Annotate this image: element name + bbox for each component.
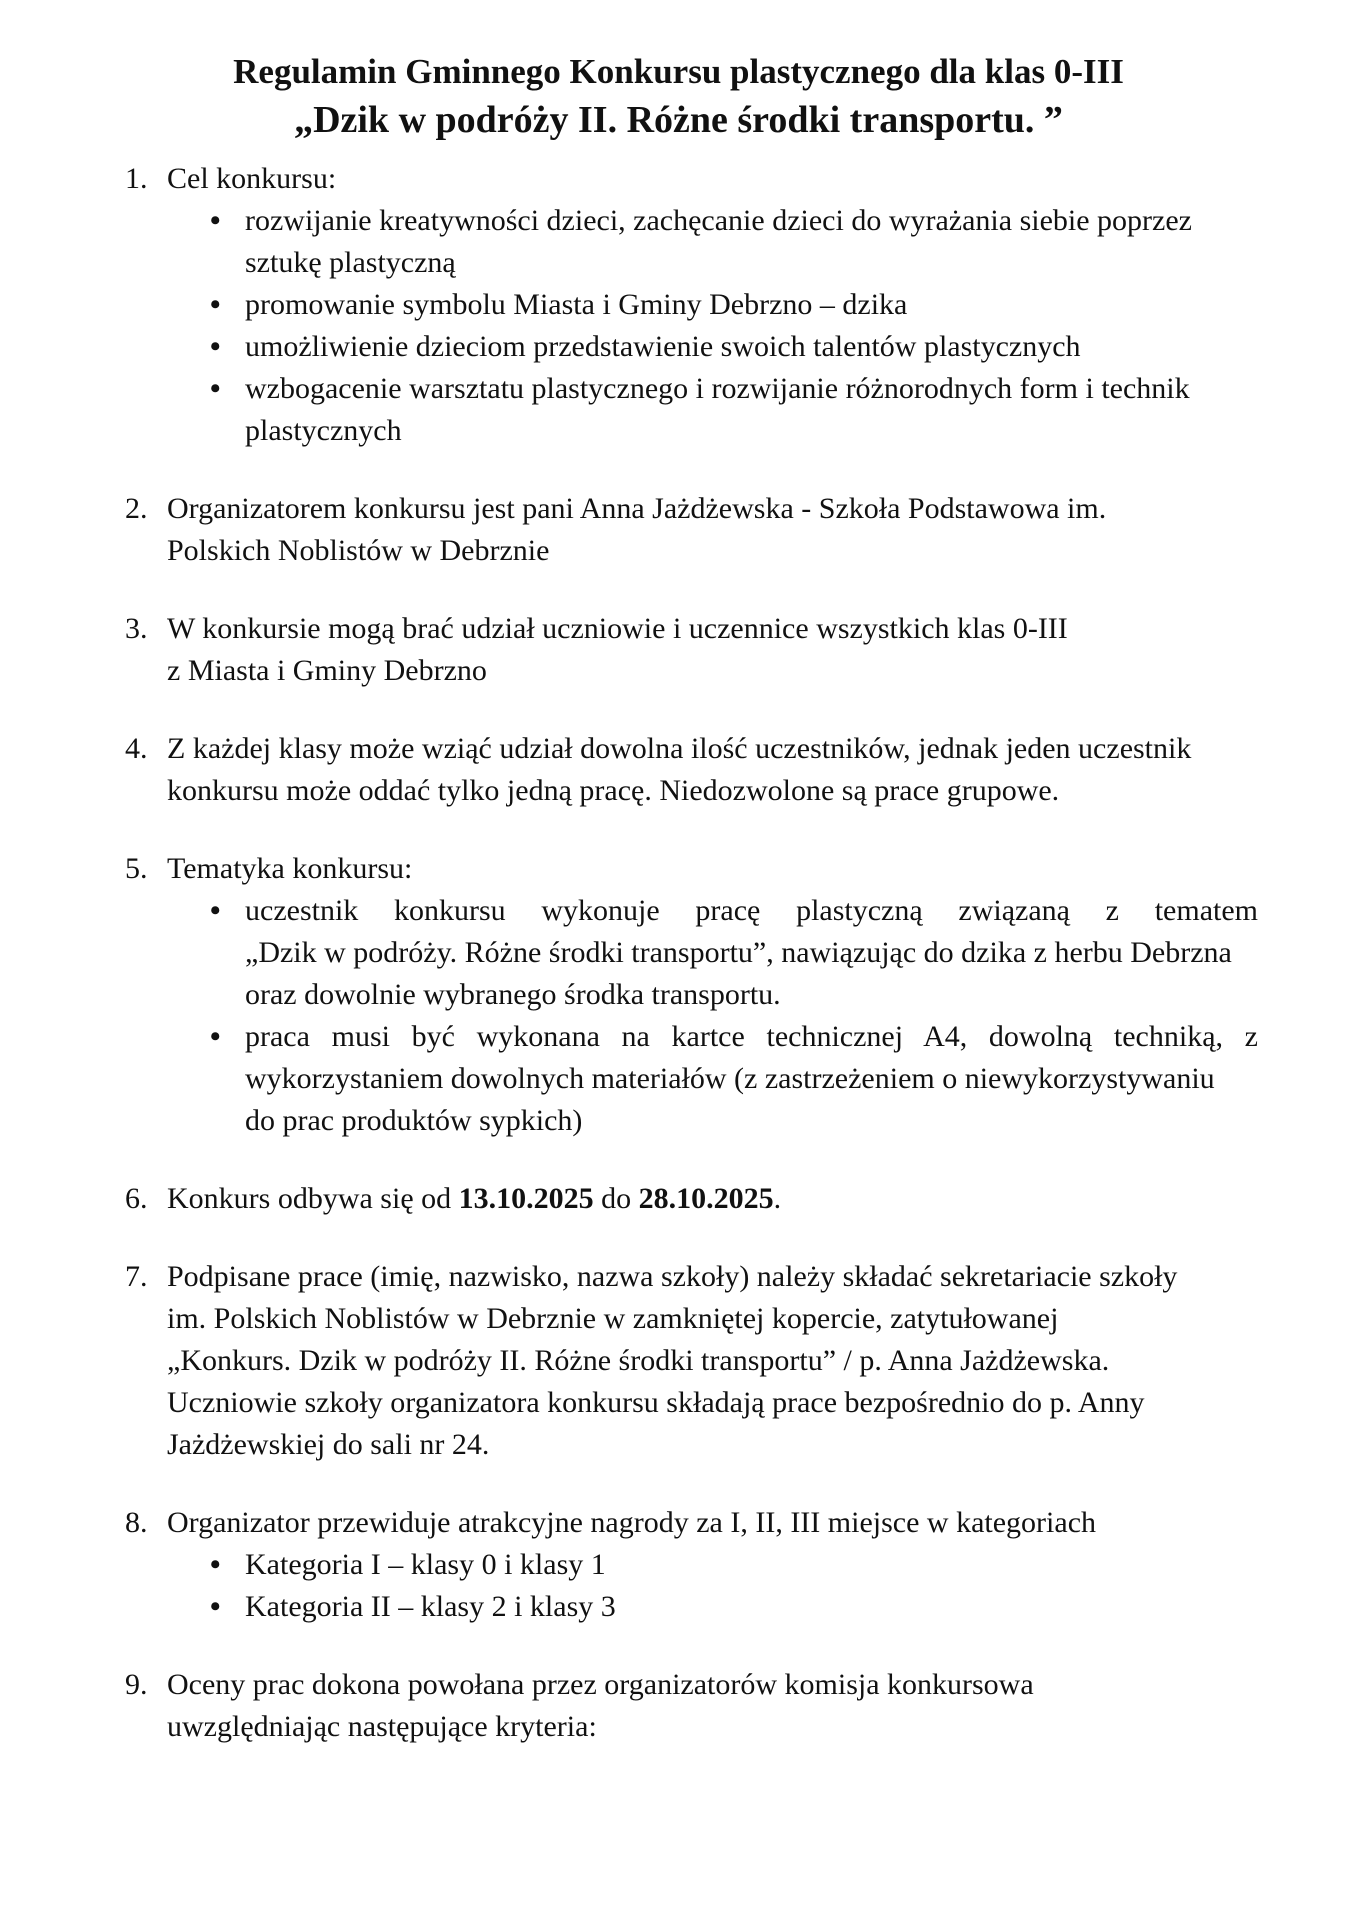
list-item-6 [125,1178,1258,1220]
bullet-item [210,326,1258,368]
bullet-line: oraz dowolnie wybranego środka transportu. [245,978,781,1011]
bullet-item [210,1586,1258,1628]
item-line [167,1178,1258,1220]
bullet-item [210,368,1258,452]
item-text: . [773,1182,782,1215]
bullet-line: Kategoria II – klasy 2 i klasy 3 [245,1590,616,1623]
item-line: W konkursie mogą brać udział uczniowie i uczennice wszystkich klas 0-III [167,612,1068,645]
bullet-line: do prac produktów sypkich) [245,1104,583,1137]
item-line: Tematyka konkursu: [167,852,413,885]
bullet-dot-icon: • [210,1548,221,1581]
document-title [0,48,1357,145]
item-line: im. Polskich Noblistów w Debrznie w zamkniętej kopercie, zatytułowanej [167,1302,1059,1335]
bullet-line: plastycznych [245,414,402,447]
item-text: Konkurs odbywa się od [167,1182,459,1215]
item-line: z Miasta i Gminy Debrzno [167,654,487,687]
item-line: Z każdej klasy może wziąć udział dowolna ilość uczestników, jednak jeden uczestnik [167,732,1192,765]
bullet-line: Kategoria I – klasy 0 i klasy 1 [245,1548,606,1581]
bullet-item [210,890,1258,1016]
contest-end-date: 28.10.2025 [638,1182,774,1215]
item-line: Jażdżewskiej do sali nr 24. [167,1428,490,1461]
item-line: Polskich Noblistów w Debrznie [167,534,550,567]
item-line: Organizatorem konkursu jest pani Anna Jażdżewska - Szkoła Podstawowa im. [167,492,1107,525]
bullet-line: uczestnik konkursu wykonuje pracę plastyczną związaną z tematem [245,894,1258,927]
item-text: do [593,1182,639,1215]
item-line: konkursu może oddać tylko jedną pracę. Niedozwolone są prace grupowe. [167,774,1060,807]
list-item-4 [125,728,1258,812]
bullet-dot-icon: • [210,288,221,321]
bullet-dot-icon: • [210,372,221,405]
item-number: 1. [125,162,148,195]
doc-title-line-1: Regulamin Gminnego Konkursu plastycznego dla klas 0-III [233,52,1124,91]
item-number: 9. [125,1668,148,1701]
item-number: 2. [125,492,148,525]
item-line: Cel konkursu: [167,162,337,195]
bullet-dot-icon: • [210,1590,221,1623]
item-line: Oceny prac dokona powołana przez organizatorów komisja konkursowa [167,1668,1034,1701]
bullet-line: wzbogacenie warsztatu plastycznego i rozwijanie różnorodnych form i technik [245,372,1190,405]
item-line: Podpisane prace (imię, nazwisko, nazwa szkoły) należy składać sekretariacie szkoły [167,1260,1178,1293]
bullet-item [210,1544,1258,1586]
bullet-line: rozwijanie kreatywności dzieci, zachęcanie dzieci do wyrażania siebie poprzez [245,204,1192,237]
item-number: 3. [125,612,148,645]
doc-title-line-2: „Dzik w podróży II. Różne środki transportu. ” [294,99,1063,141]
item-number: 7. [125,1260,148,1293]
list-item-2 [125,488,1258,572]
bullet-item [210,200,1258,284]
item-number: 8. [125,1506,148,1539]
list-item-8 [125,1502,1258,1628]
bullet-line: „Dzik w podróży. Różne środki transportu”, nawiązując do dzika z herbu Debrzna [245,936,1232,969]
bullet-item [210,1016,1258,1142]
bullet-line: sztukę plastyczną [245,246,456,279]
bullet-line: praca musi być wykonana na kartce technicznej A4, dowolną techniką, z [245,1020,1258,1053]
bullet-dot-icon: • [210,330,221,363]
list-item-3 [125,608,1258,692]
item-number: 4. [125,732,148,765]
bullet-dot-icon: • [210,204,221,237]
item-line: uwzględniając następujące kryteria: [167,1710,597,1743]
list-item-9 [125,1664,1258,1748]
list-item-7 [125,1256,1258,1466]
bullet-line: promowanie symbolu Miasta i Gminy Debrzno – dzika [245,288,908,321]
bullet-dot-icon: • [210,1020,221,1053]
bullet-line: umożliwienie dzieciom przedstawienie swoich talentów plastycznych [245,330,1081,363]
numbered-list [125,158,1258,1748]
bullet-dot-icon: • [210,894,221,927]
bullet-line: wykorzystaniem dowolnych materiałów (z zastrzeżeniem o niewykorzystywaniu [245,1062,1215,1095]
list-item-1 [125,158,1258,452]
list-item-5 [125,848,1258,1142]
item-line: Organizator przewiduje atrakcyjne nagrody za I, II, III miejsce w kategoriach [167,1506,1097,1539]
bullet-item [210,284,1258,326]
item-number: 5. [125,852,148,885]
contest-start-date: 13.10.2025 [458,1182,594,1215]
item-line: „Konkurs. Dzik w podróży II. Różne środki transportu” / p. Anna Jażdżewska. [167,1344,1110,1377]
item-line: Uczniowie szkoły organizatora konkursu składają prace bezpośrednio do p. Anny [167,1386,1145,1419]
item-number: 6. [125,1182,148,1215]
